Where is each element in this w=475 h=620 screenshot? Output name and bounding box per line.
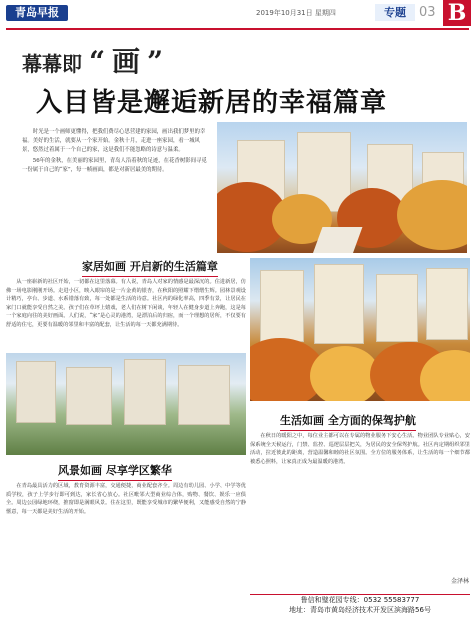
lead-paragraph: 时光是一个画师更懂得，把我们费尽心思营建的家园，画出我们梦里的幸福。美好的生活，就要从一个家开始。金秋十月，走进一座家园，看一城风景，悠然过着属于一个自己的家，这是我们不能忽略的诗意与温柔。 xyxy=(22,129,206,153)
advertisement-footer xyxy=(250,594,470,619)
lead-paragraph: 56年的金秋，在美丽的家园里，青岛人沿着秋的足迹，在花香树影间寻觅一份属于自己的“家”，每一帧画面，都是对新居最美的期待。 xyxy=(22,158,207,173)
kicker-title xyxy=(22,40,163,80)
header-rule xyxy=(6,28,469,30)
section-label: 专题 xyxy=(375,4,415,21)
section-paragraph: 在秋日的暖阳之中，每位业主都可以在专属的物业服务下安心生活。物业团队专业贴心，安保系统全天候运行，门禁、监控、巡逻层层把关，为居民的安全保驾护航。社区内定期组织邻里活动，拉近彼此的距离，营造温馨和睦的社区氛围。全方位的服务体系，让生活的每一个细节都被悉心照料，让家真正成为最温暖的港湾。 xyxy=(250,433,470,465)
kicker-quote-open: “ xyxy=(88,45,106,78)
kicker-prefix: 幕幕即 xyxy=(22,52,82,76)
section-title-home: 家居如画 开启新的生活篇章 xyxy=(82,260,218,273)
photo-autumn-community xyxy=(217,122,467,253)
kicker-quoted-word: 画 xyxy=(112,45,141,78)
section-body-living xyxy=(250,432,470,572)
section-body-home xyxy=(6,278,246,348)
section-title-scenery: 风景如画 尽享学区繁华 xyxy=(58,464,172,477)
lead-paragraphs xyxy=(22,128,207,177)
photo-community-garden xyxy=(6,353,246,455)
ad-hotline: 鲁信和璧花园专线：0532 55583777 xyxy=(300,596,420,604)
section-body-scenery xyxy=(6,482,246,614)
section-paragraph: 从一座崭新的社区开始，一切都在这里落幕。有人说，青岛人对家的情感是最深沉的。住进新居，仿佛一场电影刚刚开场。走进小区，映入眼帘的是一片金黄的银杏，在秋阳的照耀下熠熠生辉。园林景观设计精巧，亭台、步道、水系错落有致，每一处都是生活的诗意。社区内的绿化率高，四季有景，让居民在家门口就能享受自然之美。孩子们在草坪上嬉戏，老人们在树下闲谈，年轻人在健身步道上奔跑，这是每一个家庭向往的美好画面。人们说，“家”是心灵的港湾，是漂泊后的归宿，而一个理想的居所，不仅要有舒适的住宅，更要有温暖的邻里和丰富的配套，让生活的每一天都充满期待。 xyxy=(6,279,246,328)
section-title-living: 生活如画 全方面的保驾护航 xyxy=(280,414,416,427)
section-paragraph: 在青岛最具活力的区域，教育资源丰富，交通便捷，商业配套齐全。周边有幼儿园、小学、中学等优质学校，孩子上学步行即可到达，家长省心放心。社区毗邻大型商业综合体，购物、餐饮、娱乐一应俱全。周边公园绿地环绕，推窗即是满眼风景。住在这里，既能享受城市的繁华便利，又能感受自然的宁静惬意，每一天都是美好生活的开始。 xyxy=(6,483,246,515)
newspaper-logo: 青岛早报 xyxy=(6,5,68,21)
photo-autumn-residences xyxy=(250,258,470,401)
main-headline: 入目皆是邂逅新居的幸福篇章 xyxy=(36,88,388,118)
masthead xyxy=(0,0,475,26)
author-byline: 金泽林 xyxy=(451,578,470,585)
issue-date: 2019年10月31日 星期四 xyxy=(256,9,336,17)
ad-address: 地址：青岛市黄岛经济技术开发区滨海路56号 xyxy=(289,606,431,614)
page-number: 03 xyxy=(419,5,436,20)
section-letter: B xyxy=(443,0,471,26)
kicker-quote-close: ” xyxy=(147,45,164,78)
